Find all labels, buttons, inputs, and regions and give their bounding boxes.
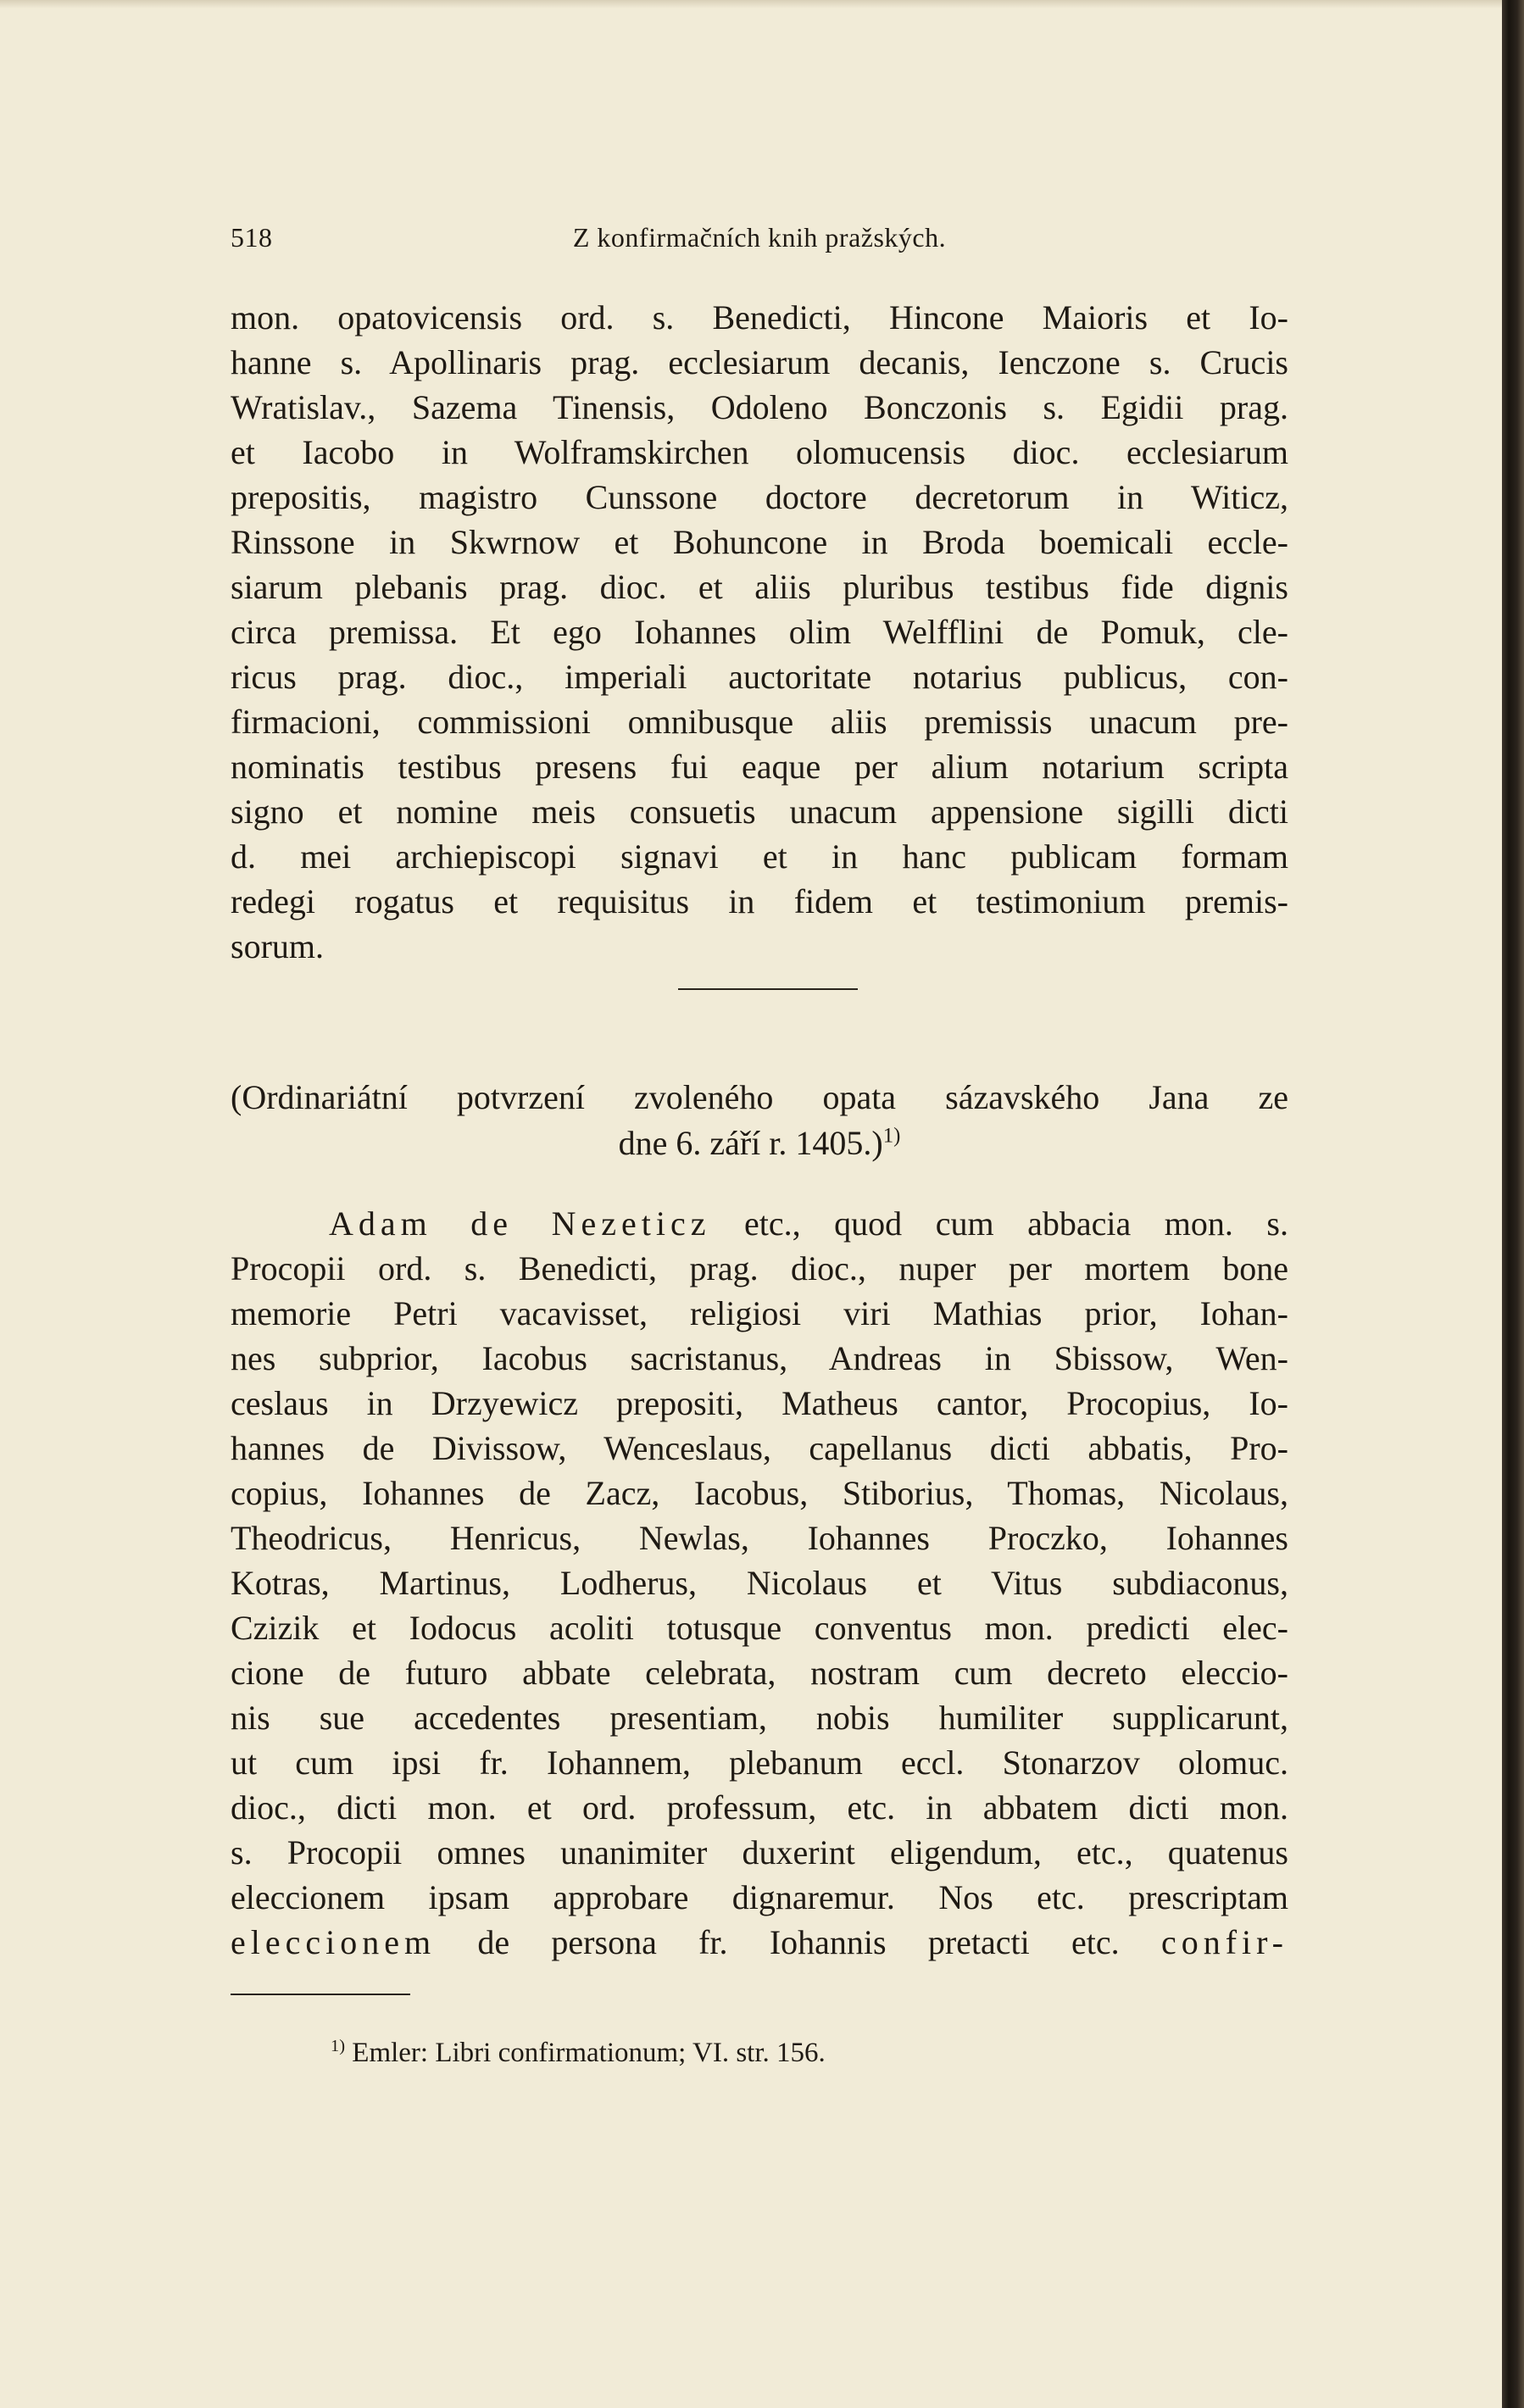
footnote-separator xyxy=(231,1994,410,1995)
text-line: nis sue accedentes presentiam, nobis humiliter supplicarunt, xyxy=(231,1699,1288,1737)
text-line xyxy=(231,1920,1288,1965)
text-line: copius, Iohannes de Zacz, Iacobus, Stiborius, Thomas, Nicolaus, xyxy=(231,1474,1288,1512)
text-line: Kotras, Martinus, Lodherus, Nicolaus et Vitus subdiaconus, xyxy=(231,1564,1288,1602)
footnote-text: Emler: Libri confirmationum; VI. str. 156. xyxy=(345,2038,826,2068)
text-line: sorum. xyxy=(231,927,324,965)
page-number: 518 xyxy=(231,222,273,253)
section-heading xyxy=(231,1075,1288,1166)
text-line: ricus prag. dioc., imperiali auctoritate notarius publicus, con- xyxy=(231,658,1288,696)
footnote-reference: 1) xyxy=(882,1124,901,1148)
section-heading-line: (Ordinariátní potvrzení zvoleného opata sázavského Jana ze xyxy=(231,1078,1288,1116)
text-line: hannes de Divissow, Wenceslaus, capellanus dicti abbatis, Pro- xyxy=(231,1429,1288,1467)
text-line: Czizik et Iodocus acoliti totusque conventus mon. predicti elec- xyxy=(231,1609,1288,1647)
running-head xyxy=(231,222,1288,263)
text-line: siarum plebanis prag. dioc. et aliis pluribus testibus fide dignis xyxy=(231,568,1288,606)
spaced-word: confir- xyxy=(1160,1923,1288,1961)
text-line: nes subprior, Iacobus sacristanus, Andreas in Sbissow, Wen- xyxy=(231,1339,1288,1377)
text-line: d. mei archiepiscopi signavi et in hanc publicam formam xyxy=(231,837,1288,876)
text-line: signo et nomine meis consuetis unacum appensione sigilli dicti xyxy=(231,792,1288,831)
text-line: Theodricus, Henricus, Newlas, Iohannes Proczko, Iohannes xyxy=(231,1519,1288,1557)
text-line: hanne s. Apollinaris prag. ecclesiarum decanis, Ienczone s. Crucis xyxy=(231,343,1288,381)
text-line: mon. opatovicensis ord. s. Benedicti, Hincone Maioris et Io- xyxy=(231,298,1288,336)
section-divider xyxy=(678,988,858,990)
text-run: de persona fr. Iohannis pretacti etc. xyxy=(436,1923,1161,1961)
text-line: ceslaus in Drzyewicz prepositi, Matheus cantor, Procopius, Io- xyxy=(231,1384,1288,1422)
text-line: s. Procopii omnes unanimiter duxerint eligendum, etc., quatenus xyxy=(231,1833,1288,1871)
text-line: Procopii ord. s. Benedicti, prag. dioc., nuper per mortem bone xyxy=(231,1249,1288,1287)
text-line: memorie Petri vacavisset, religiosi viri Mathias prior, Iohan- xyxy=(231,1294,1288,1332)
spaced-name: Adam de Nezeticz xyxy=(329,1204,711,1243)
text-line: cione de futuro abbate celebrata, nostram cum decreto eleccio- xyxy=(231,1654,1288,1692)
document-paragraph xyxy=(231,1201,1288,1965)
running-title: Z konfirmačních knih pražských. xyxy=(572,222,947,253)
text-line: et Iacobo in Wolframskirchen olomucensis dioc. ecclesiarum xyxy=(231,433,1288,471)
text-line: redegi rogatus et requisitus in fidem et testimonium premis- xyxy=(231,882,1288,920)
text-line: circa premissa. Et ego Iohannes olim Welfflini de Pomuk, cle- xyxy=(231,613,1288,651)
text-line: Rinssone in Skwrnow et Bohuncone in Broda boemicali eccle- xyxy=(231,523,1288,561)
text-run: etc., quod cum abbacia mon. s. xyxy=(710,1204,1288,1243)
continuation-paragraph xyxy=(231,295,1288,969)
text-line: eleccionem ipsam approbare dignaremur. Nos etc. prescriptam xyxy=(231,1878,1288,1916)
section-heading-line xyxy=(231,1121,1288,1166)
text-line: Wratislav., Sazema Tinensis, Odoleno Bonczonis s. Egidii prag. xyxy=(231,388,1288,426)
text-line: prepositis, magistro Cunssone doctore decretorum in Witicz, xyxy=(231,478,1288,516)
spaced-word: eleccionem xyxy=(231,1923,437,1961)
text-line: nominatis testibus presens fui eaque per alium notarium scripta xyxy=(231,748,1288,786)
footnote xyxy=(331,2034,1263,2072)
book-binding-edge xyxy=(1502,0,1524,2408)
text-line xyxy=(231,1201,1288,1246)
section-heading-date: dne 6. září r. 1405.) xyxy=(618,1124,883,1162)
footnote-marker: 1) xyxy=(331,2037,346,2055)
text-line: ut cum ipsi fr. Iohannem, plebanum eccl. Stonarzov olomuc. xyxy=(231,1743,1288,1782)
text-line: dioc., dicti mon. et ord. professum, etc. in abbatem dicti mon. xyxy=(231,1788,1288,1827)
text-line: firmacioni, commissioni omnibusque aliis premissis unacum pre- xyxy=(231,703,1288,741)
page-top-shadow xyxy=(0,0,1502,8)
